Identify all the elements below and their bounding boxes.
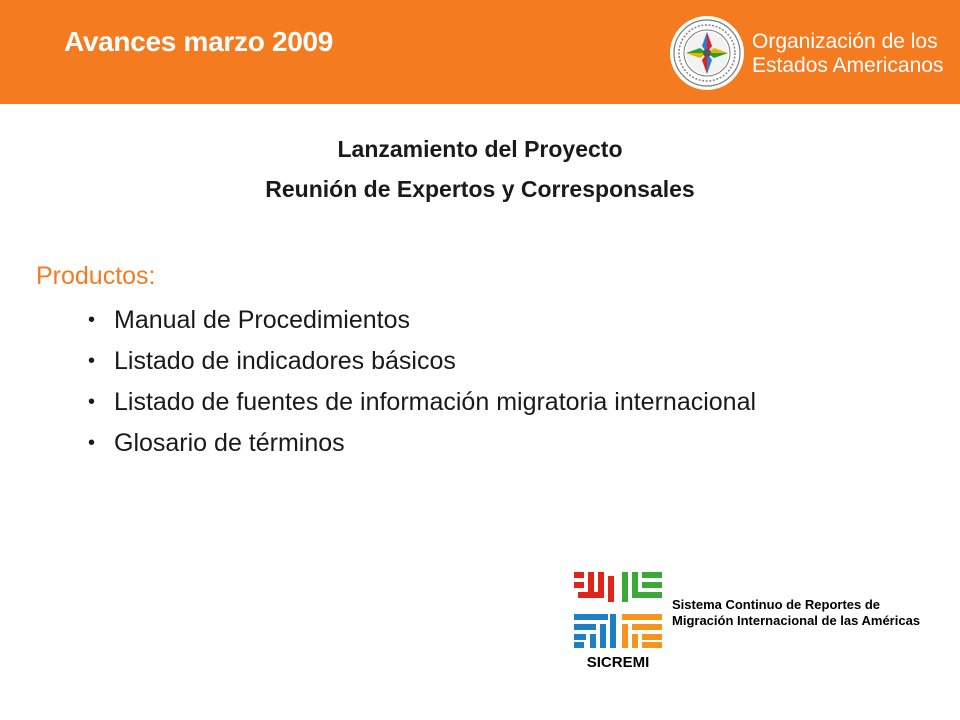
heading-line-1: Lanzamiento del Proyecto <box>337 136 623 162</box>
logo-text-line1: Sistema Continuo de Reportes de <box>672 597 881 612</box>
bullet-icon: • <box>88 309 96 331</box>
sicremi-logo-icon <box>572 570 664 650</box>
products-list <box>88 302 756 466</box>
slide-title: Avances marzo 2009 <box>64 26 334 57</box>
list-item <box>88 425 756 466</box>
products-label: Productos: <box>36 262 156 290</box>
logo-text <box>672 597 920 629</box>
organization-name-line1: Organización de los <box>752 30 938 53</box>
list-item-text: Listado de fuentes de información migratoria internacional <box>114 388 757 416</box>
heading-line-2: Reunión de Expertos y Corresponsales <box>265 176 695 202</box>
list-item <box>88 302 756 343</box>
oas-seal-icon <box>668 14 746 92</box>
slide-header <box>0 0 960 104</box>
list-item-text: Manual de Procedimientos <box>114 306 410 334</box>
list-item-text: Listado de indicadores básicos <box>114 347 456 375</box>
bullet-icon: • <box>88 432 96 454</box>
organization-name <box>752 30 952 78</box>
logo-caption: SICREMI <box>586 654 650 671</box>
organization-name-line2: Estados Americanos <box>752 54 944 77</box>
list-item <box>88 384 756 425</box>
logo-text-line2: Migración Internacional de las Américas <box>672 613 921 628</box>
bullet-icon: • <box>88 391 96 413</box>
bullet-icon: • <box>88 350 96 372</box>
list-item <box>88 343 756 384</box>
list-item-text: Glosario de términos <box>114 429 345 457</box>
